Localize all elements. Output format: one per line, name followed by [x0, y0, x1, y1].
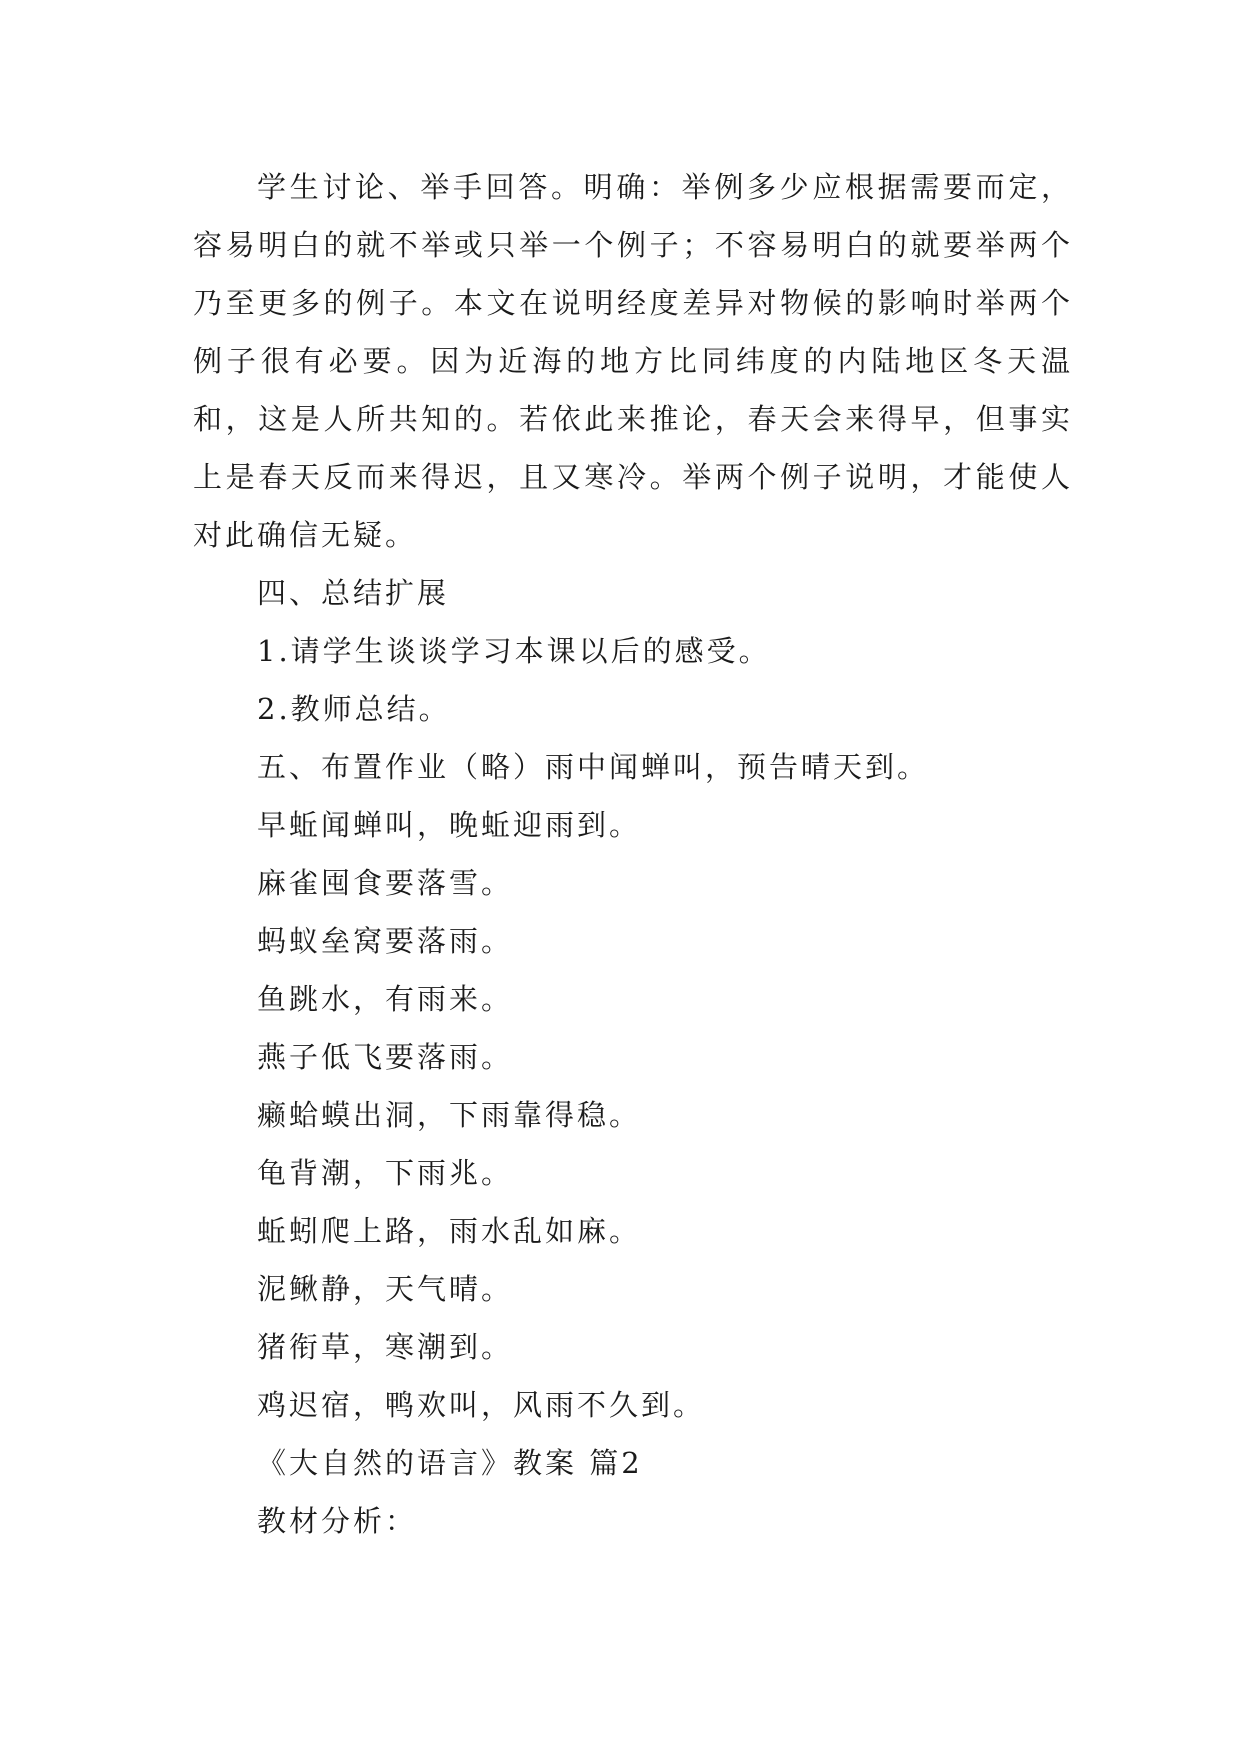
list-item: 1.请学生谈谈学习本课以后的感受。: [257, 634, 771, 668]
section-heading-homework: 五、布置作业（略）雨中闻蝉叫，预告晴天到。: [257, 750, 930, 784]
list-item: 2.教师总结。: [257, 692, 451, 726]
proverb-line: 鸡迟宿，鸭欢叫，风雨不久到。: [257, 1388, 706, 1422]
section-heading-analysis: 教材分析：: [257, 1504, 418, 1538]
proverb-line: 泥鳅静，天气晴。: [257, 1272, 514, 1306]
proverb-line: 蚯蚓爬上路，雨水乱如麻。: [257, 1214, 642, 1248]
proverb-line: 癞蛤蟆出洞，下雨靠得稳。: [257, 1098, 642, 1132]
proverb-line: 猪衔草，寒潮到。: [257, 1330, 514, 1364]
document-body: [193, 158, 1073, 1550]
proverb-line: 燕子低飞要落雨。: [257, 1040, 514, 1074]
section-heading-summary: 四、总结扩展: [257, 576, 450, 610]
proverb-line: 蚂蚁垒窝要落雨。: [257, 924, 514, 958]
lesson-title: 《大自然的语言》教案 篇2: [257, 1446, 643, 1480]
proverb-line: 麻雀囤食要落雪。: [257, 866, 514, 900]
proverb-line: 早蚯闻蝉叫，晚蚯迎雨到。: [257, 808, 642, 842]
proverb-line: 龟背潮，下雨兆。: [257, 1156, 514, 1190]
paragraph-discussion: 学生讨论、举手回答。明确：举例多少应根据需要而定，容易明白的就不举或只举一个例子；不容易明白的就要举两个乃至更多的例子。本文在说明经度差异对物候的影响时举两个例子很有必要。因为近海的地方比同纬度的内陆地区冬天温和，这是人所共知的。若依此来推论，春天会来得早，但事实上是春天反而来得迟，且又寒冷。举两个例子说明，才能使人对此确信无疑。: [193, 170, 1073, 552]
proverb-line: 鱼跳水，有雨来。: [257, 982, 514, 1016]
